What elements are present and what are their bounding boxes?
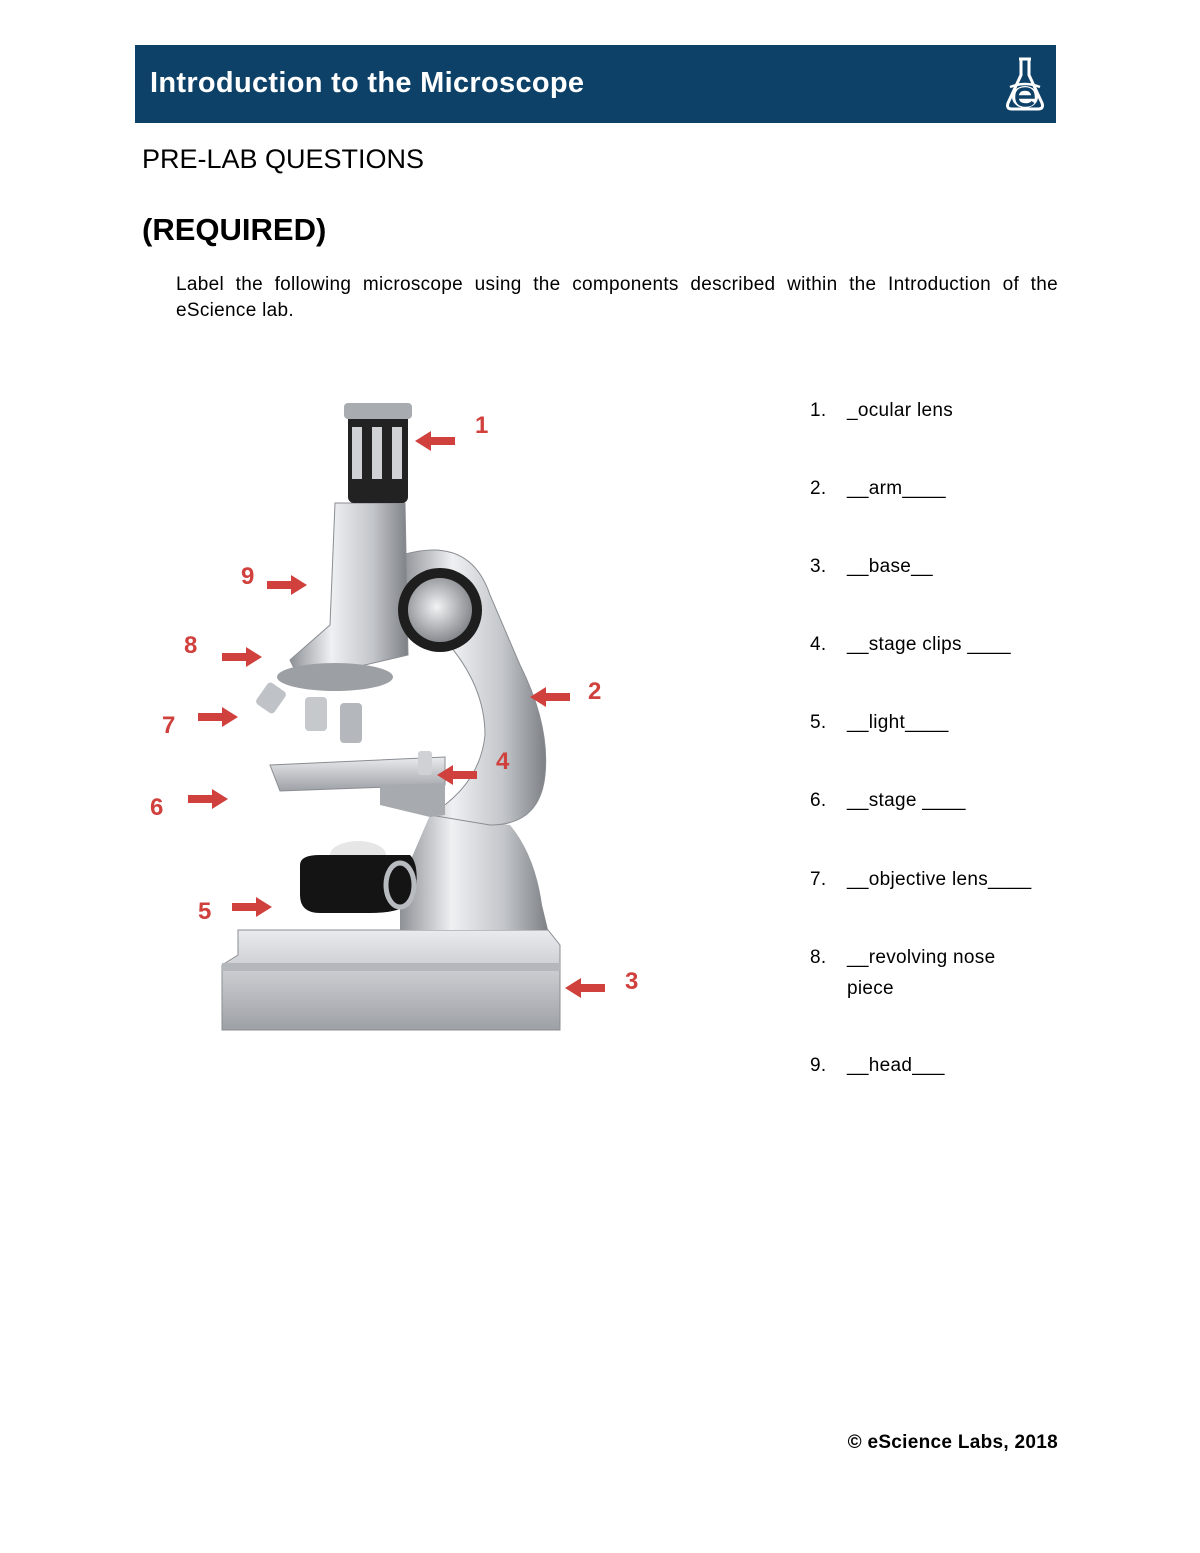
- answer-text: __stage clips ____: [847, 634, 1011, 655]
- callout-label-1: 1: [475, 412, 489, 439]
- microscope-pillar: [400, 815, 548, 930]
- microscope-diagram: [140, 385, 660, 1045]
- answer-number: 8.: [810, 947, 827, 968]
- copyright-footer: © eScience Labs, 2018: [847, 1432, 1058, 1453]
- flask-e-logo-icon: [1002, 53, 1048, 115]
- callout-arrow-6: [188, 789, 228, 809]
- answer-text: __light____: [847, 712, 949, 733]
- required-label: (REQUIRED): [142, 212, 327, 247]
- page-header: [135, 45, 1056, 123]
- answer-item-1: [810, 395, 1060, 426]
- callout-label-7: 7: [162, 712, 176, 739]
- callout-arrow-5: [232, 897, 272, 917]
- answer-number: 6.: [810, 790, 827, 811]
- callout-arrow-8: [222, 647, 262, 667]
- revolving-nosepiece: [277, 663, 393, 691]
- answer-number: 5.: [810, 712, 827, 733]
- answer-item-4: [810, 629, 1060, 660]
- answer-text: _ocular lens: [847, 400, 954, 421]
- answer-text: __head___: [847, 1055, 945, 1076]
- answer-text: __arm____: [847, 478, 946, 499]
- stage-clips: [418, 751, 432, 775]
- callout-label-4: 4: [496, 748, 510, 775]
- callout-label-8: 8: [184, 632, 198, 659]
- page-title: Introduction to the Microscope: [150, 67, 585, 99]
- answer-text: __revolving nose piece: [847, 947, 996, 999]
- answer-number: 3.: [810, 556, 827, 577]
- answer-text: __stage ____: [847, 790, 966, 811]
- callout-label-2: 2: [588, 678, 602, 705]
- answer-text: __base__: [847, 556, 933, 577]
- instructions-text: Label the following microscope using the components described within the Introduction of the eScience lab.: [176, 274, 1058, 321]
- answer-item-3: [810, 551, 1060, 582]
- answer-number: 7.: [810, 869, 827, 890]
- answer-item-7: [810, 864, 1060, 895]
- section-title: PRE-LAB QUESTIONS: [142, 144, 425, 174]
- callout-arrow-1: [415, 431, 455, 451]
- callout-label-9: 9: [241, 563, 255, 590]
- answer-item-9: [810, 1050, 1060, 1081]
- answer-item-8: [810, 942, 1010, 1004]
- callout-label-6: 6: [150, 794, 164, 821]
- answer-number: 4.: [810, 634, 827, 655]
- microscope-base: [222, 930, 560, 1030]
- answer-item-2: [810, 473, 1060, 504]
- answer-number: 9.: [810, 1055, 827, 1076]
- callout-arrow-3: [565, 978, 605, 998]
- answer-number: 1.: [810, 400, 827, 421]
- callout-arrow-7: [198, 707, 238, 727]
- answer-item-5: [810, 707, 1060, 738]
- callout-label-3: 3: [625, 968, 639, 995]
- microscope-head: [290, 503, 408, 680]
- answer-number: 2.: [810, 478, 827, 499]
- answer-text: __objective lens____: [847, 869, 1032, 890]
- answer-item-6: [810, 785, 1060, 816]
- callout-arrow-9: [267, 575, 307, 595]
- callout-label-5: 5: [198, 898, 212, 925]
